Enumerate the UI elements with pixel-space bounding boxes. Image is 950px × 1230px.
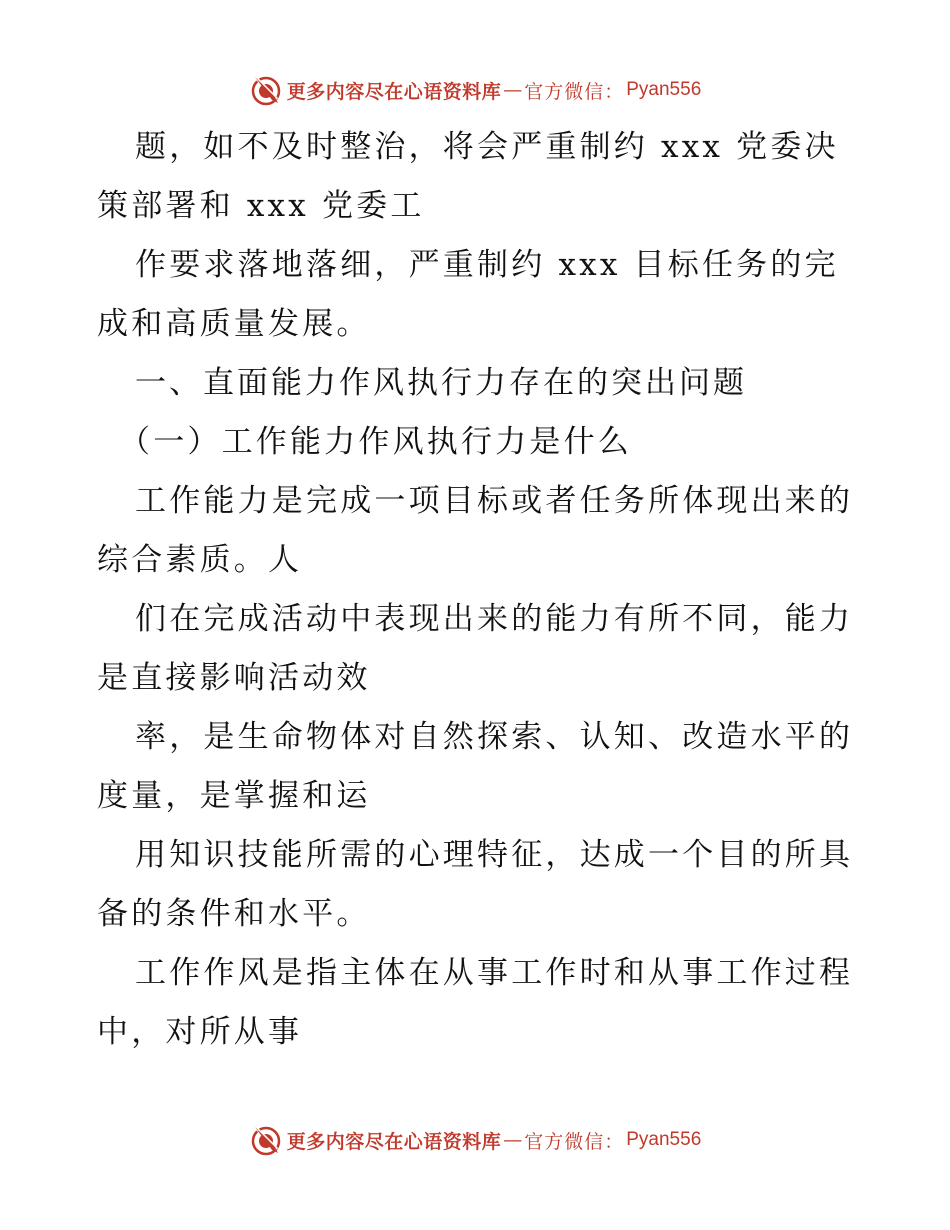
quill-logo-icon	[249, 1123, 283, 1157]
body-paragraph: 作要求落地落细，严重制约 xxx 目标任务的完成和高质量发展。	[97, 247, 839, 342]
footer-watermark-banner	[0, 1120, 950, 1160]
watermark-dash: —	[503, 1129, 523, 1151]
watermark-dash: —	[503, 79, 523, 101]
body-paragraph: 题，如不及时整治，将会严重制约 xxx 党委决策部署和 xxx 党委工	[97, 129, 839, 224]
watermark-wechat-label: 官方微信：	[524, 80, 625, 103]
quill-logo-icon	[249, 73, 283, 107]
header-watermark-banner	[0, 70, 950, 110]
subsection-heading: （一）工作能力作风执行力是什么	[119, 424, 632, 460]
section-heading: 一、直面能力作风执行力存在的突出问题	[135, 365, 747, 401]
watermark-wechat-label: 官方微信：	[524, 1130, 625, 1153]
watermark-wechat-id: Pyan556	[626, 1129, 702, 1150]
watermark-brand-text: 更多内容尽在心语资料库	[286, 1130, 502, 1153]
body-paragraph: 们在完成活动中表现出来的能力有所不同，能力是直接影响活动效	[97, 601, 854, 696]
document-body	[97, 118, 857, 1062]
body-paragraph: 工作作风是指主体在从事工作时和从事工作过程中，对所从事	[97, 955, 854, 1050]
body-paragraph: 率，是生命物体对自然探索、认知、改造水平的度量，是掌握和运	[97, 719, 854, 814]
watermark-brand-text: 更多内容尽在心语资料库	[286, 80, 502, 103]
watermark-wechat-id: Pyan556	[626, 79, 702, 100]
body-paragraph: 用知识技能所需的心理特征，达成一个目的所具备的条件和水平。	[97, 837, 854, 932]
body-paragraph: 工作能力是完成一项目标或者任务所体现出来的综合素质。人	[97, 483, 854, 578]
